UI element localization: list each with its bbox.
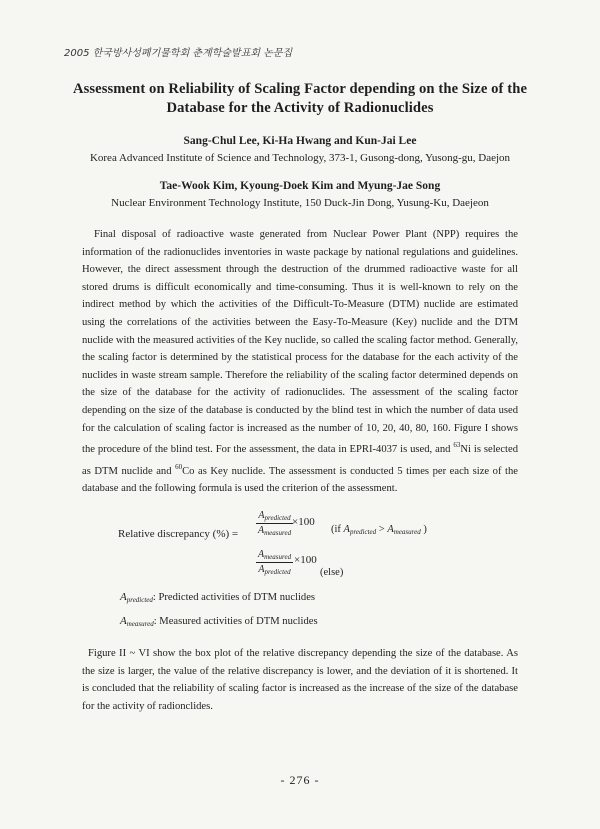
cond-symbol-1: A	[343, 524, 350, 535]
fraction-bar-2	[256, 562, 293, 563]
def-predicted-text: : Predicted activities of DTM nuclides	[152, 592, 316, 603]
fraction-predicted-over-measured	[256, 510, 293, 537]
denominator-subscript: measured	[264, 529, 292, 537]
proceedings-header: 2005 한국방사성폐기물학회 춘계학술발표회 논문집	[64, 48, 293, 59]
ni-mass-number: 63	[453, 441, 461, 450]
cond-symbol-2: A	[387, 524, 394, 535]
paragraph-1-text-2: Ni is selected as DTM nuclide and	[82, 444, 518, 477]
def-subscript-2: measured	[126, 620, 154, 628]
numerator2-symbol: A	[258, 549, 265, 560]
def-subscript-1: predicted	[126, 596, 153, 604]
page-number: - 276 -	[280, 773, 320, 787]
condition-else: (else)	[320, 567, 344, 578]
co-mass-number: 60	[175, 462, 183, 471]
cond-close: )	[423, 524, 427, 535]
title-line-2: Database for the Activity of Radionuclides	[166, 100, 434, 116]
numerator-symbol: A	[258, 510, 265, 521]
denominator2-subscript: predicted	[264, 568, 291, 576]
cond-if-open: (if	[331, 524, 341, 535]
cond-subscript-1: predicted	[349, 528, 377, 536]
def-measured-text: : Measured activities of DTM nuclides	[153, 616, 318, 627]
authors-kaist: Sang-Chul Lee, Ki-Ha Hwang and Kun-Jai Lee	[183, 135, 417, 147]
cond-subscript-2: measured	[393, 528, 421, 536]
formula-label: Relative discrepancy (%) =	[118, 528, 239, 540]
definition-measured	[120, 615, 318, 628]
fraction-measured-over-predicted	[256, 549, 293, 576]
denominator2-symbol: A	[258, 564, 265, 575]
def-symbol-2: A	[120, 615, 127, 627]
cond-gt: >	[378, 524, 385, 535]
definition-predicted	[120, 591, 315, 604]
paragraph-1	[82, 226, 518, 498]
fraction-bar	[256, 523, 293, 524]
paper-title	[60, 80, 540, 118]
closing-body	[82, 645, 518, 715]
title-line-1: Assessment on Reliability of Scaling Factor depending on the Size of the	[72, 81, 528, 97]
relative-discrepancy-formula	[118, 504, 478, 584]
abstract-body	[82, 226, 518, 498]
condition-if	[331, 524, 427, 536]
paragraph-1-text-3: Co as Key nuclide. The assessment is conducted 5 times per each size of the database and the following formula is used the criterion of the assessment.	[82, 465, 518, 495]
authors-netec: Tae-Wook Kim, Kyoung-Doek Kim and Myung-Jae Song	[159, 180, 441, 192]
denominator-symbol: A	[258, 525, 265, 536]
numerator2-subscript: measured	[264, 553, 292, 561]
times-100: ×100	[292, 516, 315, 528]
numerator-subscript: predicted	[264, 514, 291, 522]
affiliation-netec: Nuclear Environment Technology Institute, 150 Duck-Jin Dong, Yusung-Ku, Daejeon	[111, 197, 489, 209]
def-symbol-1: A	[120, 591, 127, 603]
times-100-2: ×100	[294, 554, 317, 566]
affiliation-kaist: Korea Advanced Institute of Science and Technology, 373-1, Gusong-dong, Yusong-gu, Daejon	[89, 152, 511, 164]
paragraph-1-text: Final disposal of radioactive waste generated from Nuclear Power Plant (NPP) requires the information of the radionuclides inventories in waste package by national regulations and guidelines. However, the direct assessment through the destruction of the drummed radioactive waste for all stored drums is difficult economically and time-consuming. Thus it is well-known to rely on the indirect method by which the activities of the Difficult-To-Measure (DTM) nuclide are estimated using the correlations of the activities between the Easy-To-Measure (Key) nuclide and the DTM nuclide with the measured activities of the Key nuclide, so called the scaling factor method. Generally, the scaling factor is determined by the statistical process for the database for the each activity of the nuclides in waste stream sample. Therefore the reliability of the scaling factor determined depends on the size of the database for the activity of radionuclides. The assessment of the scaling factor depending on the size of the database is conducted by the blind test in which the number of data used for the calculation of scaling factor is increased as the number of 10, 20, 40, 80, 160. Figure I shows the procedure of the blind test. For the assessment, the data in EPRI-4037 is used, and	[82, 229, 518, 456]
paragraph-2: Figure II ~ VI show the box plot of the relative discrepancy depending the size of the database. As the size is larger, the value of the relative discrepancy is lower, and the deviation of it is shortened. It is concluded that the reliability of scaling factor is increased as the increase of the size of the database for the activity of radionclides.	[82, 648, 518, 712]
